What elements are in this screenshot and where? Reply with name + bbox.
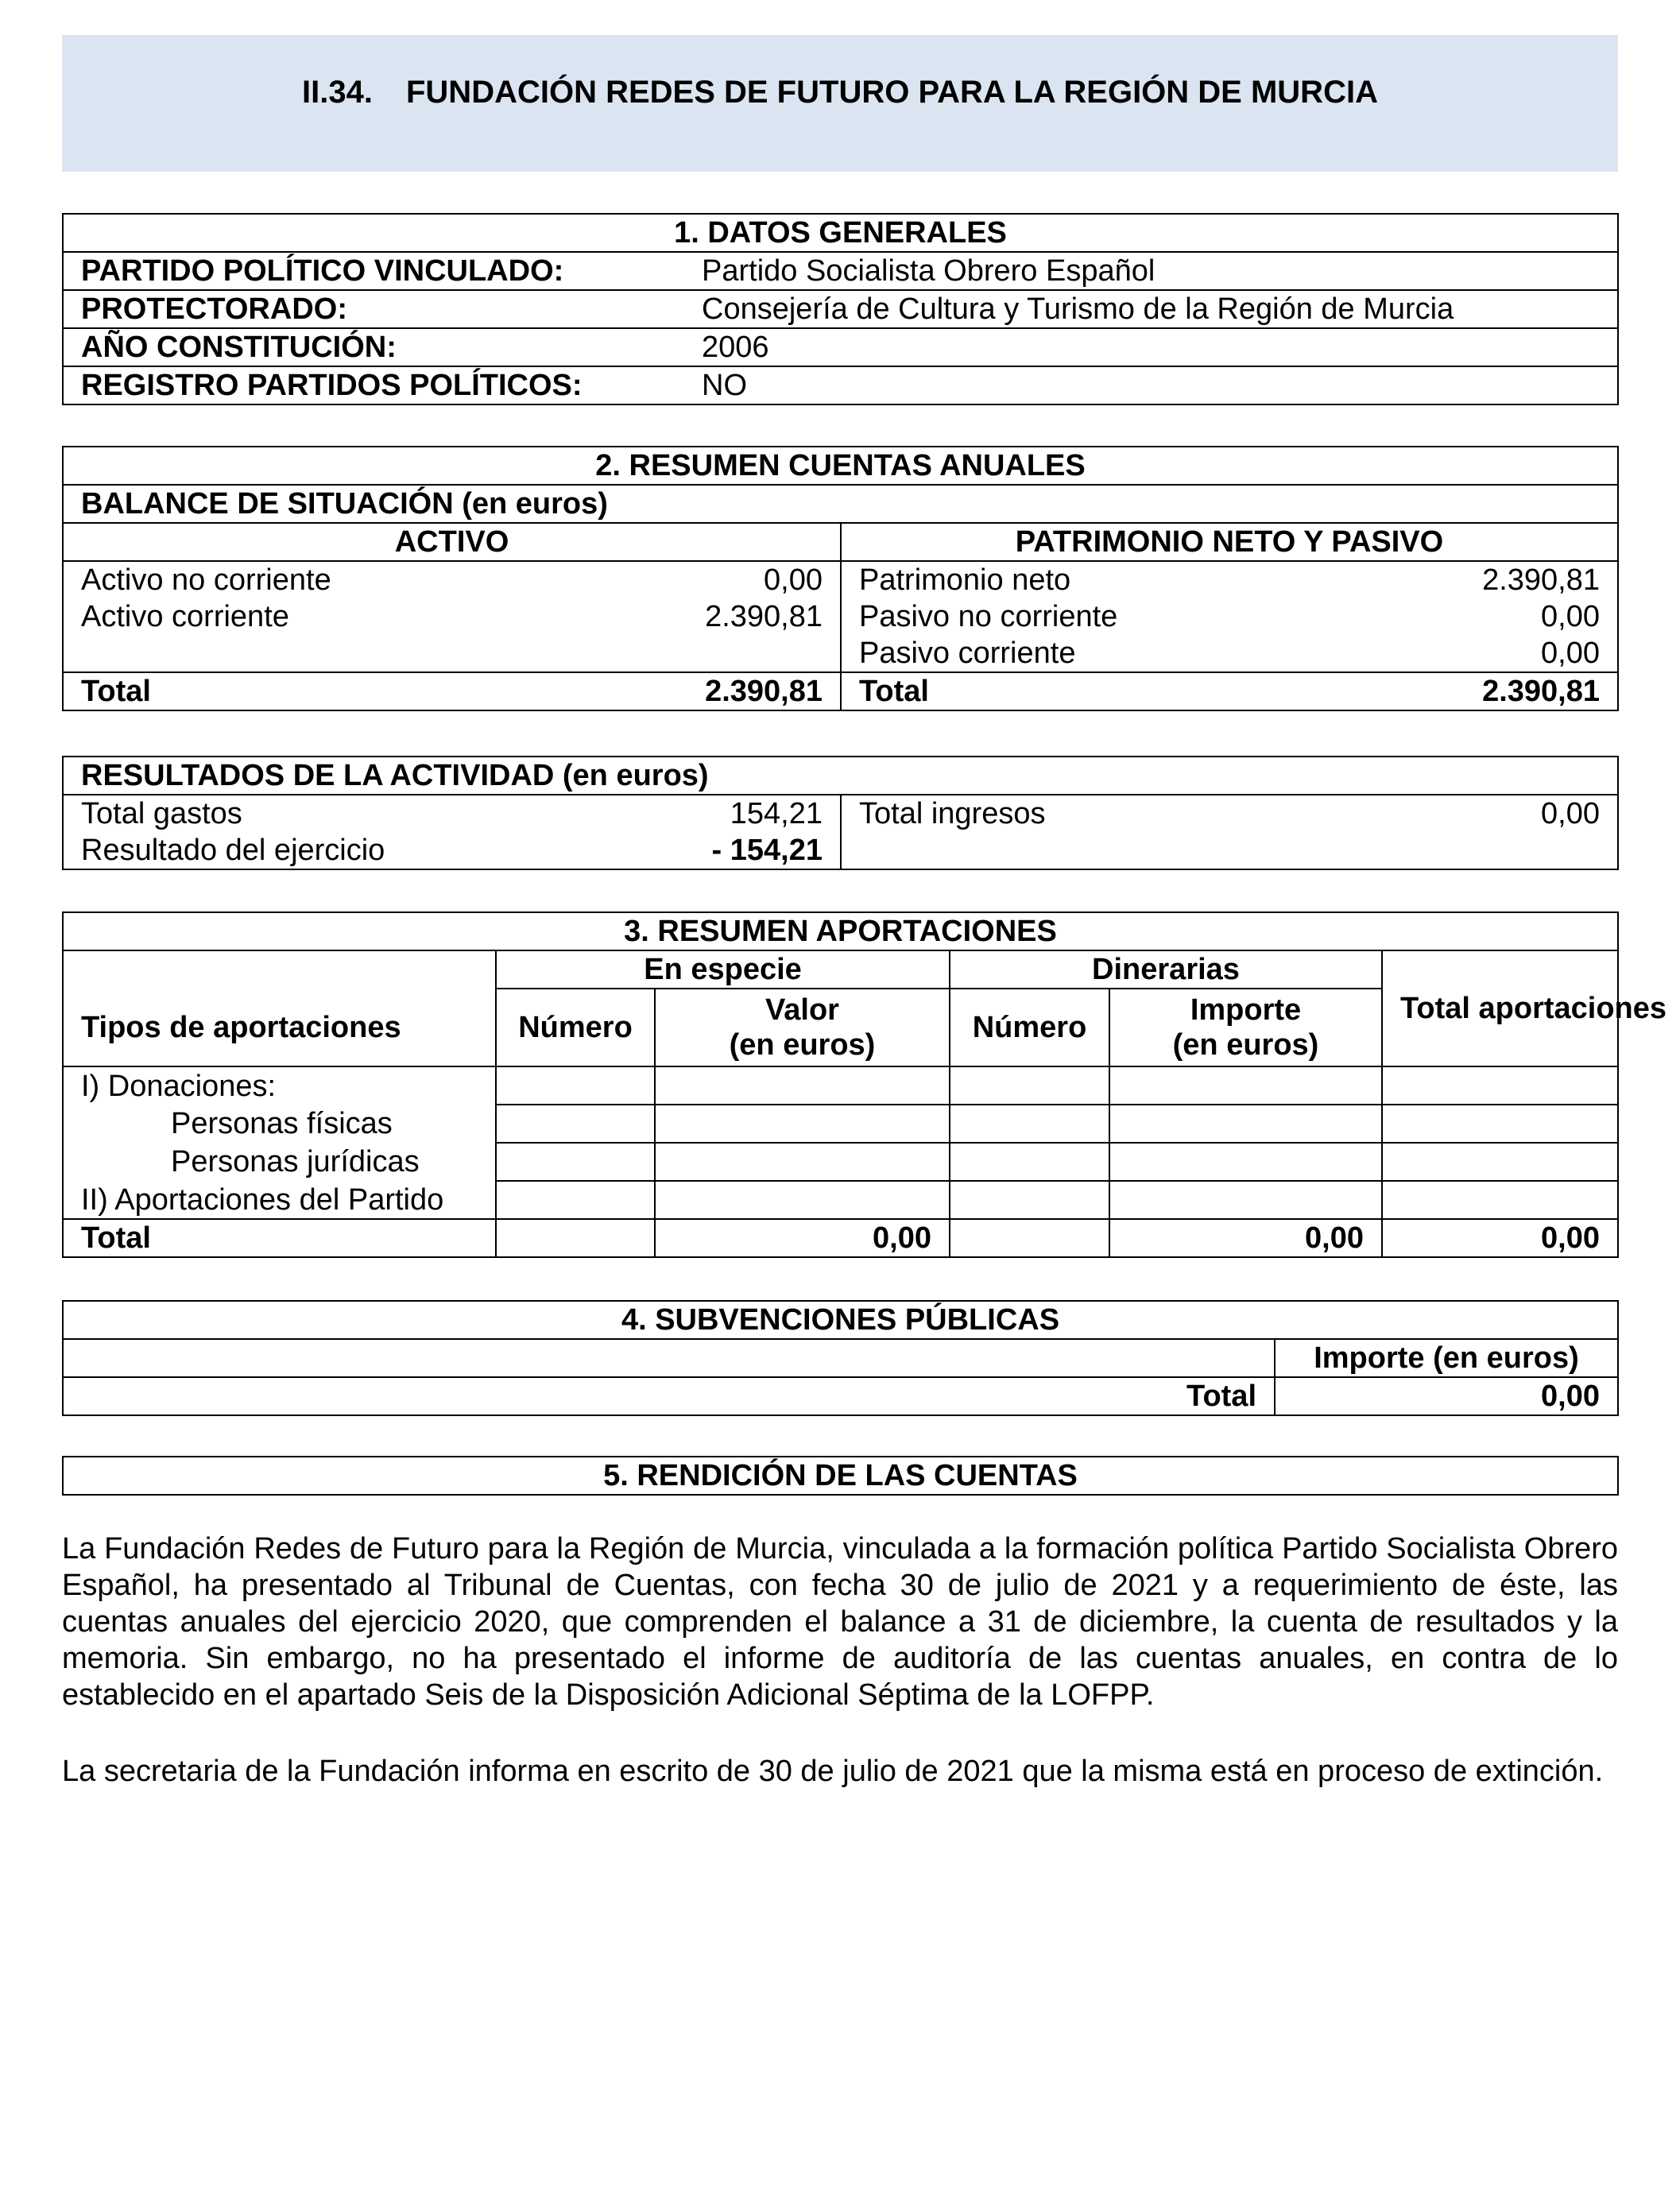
importe-header: Importe (en euros): [1275, 1339, 1618, 1377]
rendicion-table: [62, 1456, 1619, 1496]
total-aportaciones-header: Total aportaciones: [1382, 950, 1618, 1066]
paragraph-2: La secretaria de la Fundación informa en escrito de 30 de julio de 2021 que la misma está en proceso de extinción.: [62, 1755, 1604, 1788]
row-label: Personas físicas: [63, 1105, 496, 1143]
partido-value: Partido Socialista Obrero Español: [684, 252, 1618, 290]
section2-title: 2. RESUMEN CUENTAS ANUALES: [63, 447, 1618, 485]
tipos-header: Tipos de aportaciones: [63, 989, 496, 1066]
balance-title: BALANCE DE SITUACIÓN (en euros): [63, 485, 1618, 523]
ingresos-label: Total ingresos: [841, 795, 1437, 832]
gastos-label: Total gastos: [63, 795, 659, 832]
table-row: [63, 1181, 1618, 1219]
datos-generales-table: [62, 213, 1619, 405]
cell: [496, 1181, 655, 1219]
pasivo-value: 0,00: [1437, 635, 1618, 672]
cell: [1109, 1105, 1382, 1143]
pasivo-value: 0,00: [1437, 598, 1618, 635]
cell: [950, 1219, 1109, 1257]
paragraph-1: La Fundación Redes de Futuro para la Región de Murcia, vinculada a la formación política Partido Socialista Obrero Español, ha presentado al Tribunal de Cuentas, con fecha 30 de julio de 2021 y a requerimiento de éste, las cuentas anuales del ejercicio 2020, que comprenden el balance a 31 de diciembre, la cuenta de resultados y la memoria. Sin embargo, no ha presentado el informe de auditoría de las cuentas anuales, en contra de lo establecido en el apartado Seis de la Disposición Adicional Séptima de la LOFPP.: [62, 1532, 1618, 1712]
subvenciones-total-label: Total: [63, 1377, 1275, 1415]
cell: [496, 1105, 655, 1143]
header-banner: [62, 35, 1618, 172]
resultado-empty: [841, 832, 1437, 869]
dinerarias-header: Dinerarias: [950, 950, 1382, 989]
resultados-table: [62, 756, 1619, 870]
cell: [950, 1181, 1109, 1219]
cell: [496, 1219, 655, 1257]
activo-empty: [659, 635, 841, 672]
pasivo-header: PATRIMONIO NETO Y PASIVO: [841, 523, 1618, 561]
table-row: [63, 1143, 1618, 1181]
table-row: [63, 290, 1618, 328]
importe-header: [1109, 989, 1382, 1066]
cell: [655, 1105, 950, 1143]
cell: [1109, 1181, 1382, 1219]
activo-value: 2.390,81: [659, 598, 841, 635]
aportaciones-table: [62, 911, 1667, 1258]
pasivo-label: Pasivo corriente: [841, 635, 1437, 672]
table-row: [63, 366, 1618, 404]
total-importe: 0,00: [1109, 1219, 1382, 1257]
importe-header-line2: (en euros): [1172, 1028, 1319, 1062]
table-row: [63, 561, 1618, 598]
resultado-empty: [1437, 832, 1618, 869]
valor-header-line2: (en euros): [729, 1028, 876, 1062]
cell: [1382, 1105, 1618, 1143]
subvenciones-table: [62, 1300, 1619, 1416]
activo-header: ACTIVO: [63, 523, 841, 561]
total-aportaciones-value: 0,00: [1382, 1219, 1618, 1257]
table-row: [63, 672, 1618, 710]
table-row: [63, 635, 1618, 672]
table-row: [63, 328, 1618, 366]
protectorado-value: Consejería de Cultura y Turismo de la Región de Murcia: [684, 290, 1618, 328]
activo-value: 0,00: [659, 561, 841, 598]
section3-title: 3. RESUMEN APORTACIONES: [63, 912, 1618, 950]
table-row: [63, 252, 1618, 290]
total-activo-label: Total: [63, 672, 659, 710]
pasivo-label: Patrimonio neto: [841, 561, 1437, 598]
cell: [1382, 1066, 1618, 1105]
page-title: [62, 75, 1618, 110]
cell: [950, 1143, 1109, 1181]
row-label: Personas jurídicas: [63, 1143, 496, 1181]
table-row: [63, 1066, 1618, 1105]
cell: [655, 1143, 950, 1181]
total-valor: 0,00: [655, 1219, 950, 1257]
registro-label: REGISTRO PARTIDOS POLÍTICOS:: [63, 366, 684, 404]
total-pasivo-value: 2.390,81: [1437, 672, 1618, 710]
tipos-header-spacer: [63, 950, 496, 989]
numero-dinerarias-header: Número: [950, 989, 1109, 1066]
gastos-value: 154,21: [659, 795, 841, 832]
cell: [655, 1181, 950, 1219]
activo-empty: [63, 635, 659, 672]
table-row: [63, 795, 1618, 832]
resultado-label: Resultado del ejercicio: [63, 832, 659, 869]
ano-label: AÑO CONSTITUCIÓN:: [63, 328, 684, 366]
cell: [1382, 1143, 1618, 1181]
table-row: [63, 1219, 1618, 1257]
section-number: II.34.: [302, 75, 373, 110]
subvenciones-total-value: 0,00: [1275, 1377, 1618, 1415]
row-label: II) Aportaciones del Partido: [63, 1181, 496, 1219]
cell: [1109, 1143, 1382, 1181]
pasivo-value: 2.390,81: [1437, 561, 1618, 598]
resultados-title: RESULTADOS DE LA ACTIVIDAD (en euros): [63, 757, 1618, 795]
row-label: I) Donaciones:: [63, 1066, 496, 1105]
cell: [950, 1066, 1109, 1105]
numero-especie-header: Número: [496, 989, 655, 1066]
valor-header: [655, 989, 950, 1066]
total-pasivo-label: Total: [841, 672, 1437, 710]
section5-title: 5. RENDICIÓN DE LAS CUENTAS: [63, 1457, 1618, 1495]
cuentas-anuales-table: [62, 446, 1619, 711]
importe-header-line1: Importe: [1190, 993, 1302, 1027]
registro-value: NO: [684, 366, 1618, 404]
cell: [655, 1066, 950, 1105]
section4-title: 4. SUBVENCIONES PÚBLICAS: [63, 1301, 1618, 1339]
table-row: [63, 832, 1618, 869]
table-row: [63, 598, 1618, 635]
cell: [496, 1066, 655, 1105]
partido-label: PARTIDO POLÍTICO VINCULADO:: [63, 252, 684, 290]
valor-header-line1: Valor: [765, 993, 839, 1027]
activo-label: Activo corriente: [63, 598, 659, 635]
section1-title: 1. DATOS GENERALES: [63, 214, 1618, 252]
ano-value: 2006: [684, 328, 1618, 366]
resultado-value: - 154,21: [659, 832, 841, 869]
cell: [1109, 1066, 1382, 1105]
foundation-name: FUNDACIÓN REDES DE FUTURO PARA LA REGIÓN DE MURCIA: [405, 75, 1378, 110]
pasivo-label: Pasivo no corriente: [841, 598, 1437, 635]
total-label: Total: [63, 1219, 496, 1257]
en-especie-header: En especie: [496, 950, 950, 989]
activo-label: Activo no corriente: [63, 561, 659, 598]
importe-spacer: [63, 1339, 1275, 1377]
cell: [1382, 1181, 1618, 1219]
total-activo-value: 2.390,81: [659, 672, 841, 710]
cell: [496, 1143, 655, 1181]
table-row: [63, 1105, 1618, 1143]
protectorado-label: PROTECTORADO:: [63, 290, 684, 328]
ingresos-value: 0,00: [1437, 795, 1618, 832]
cell: [950, 1105, 1109, 1143]
